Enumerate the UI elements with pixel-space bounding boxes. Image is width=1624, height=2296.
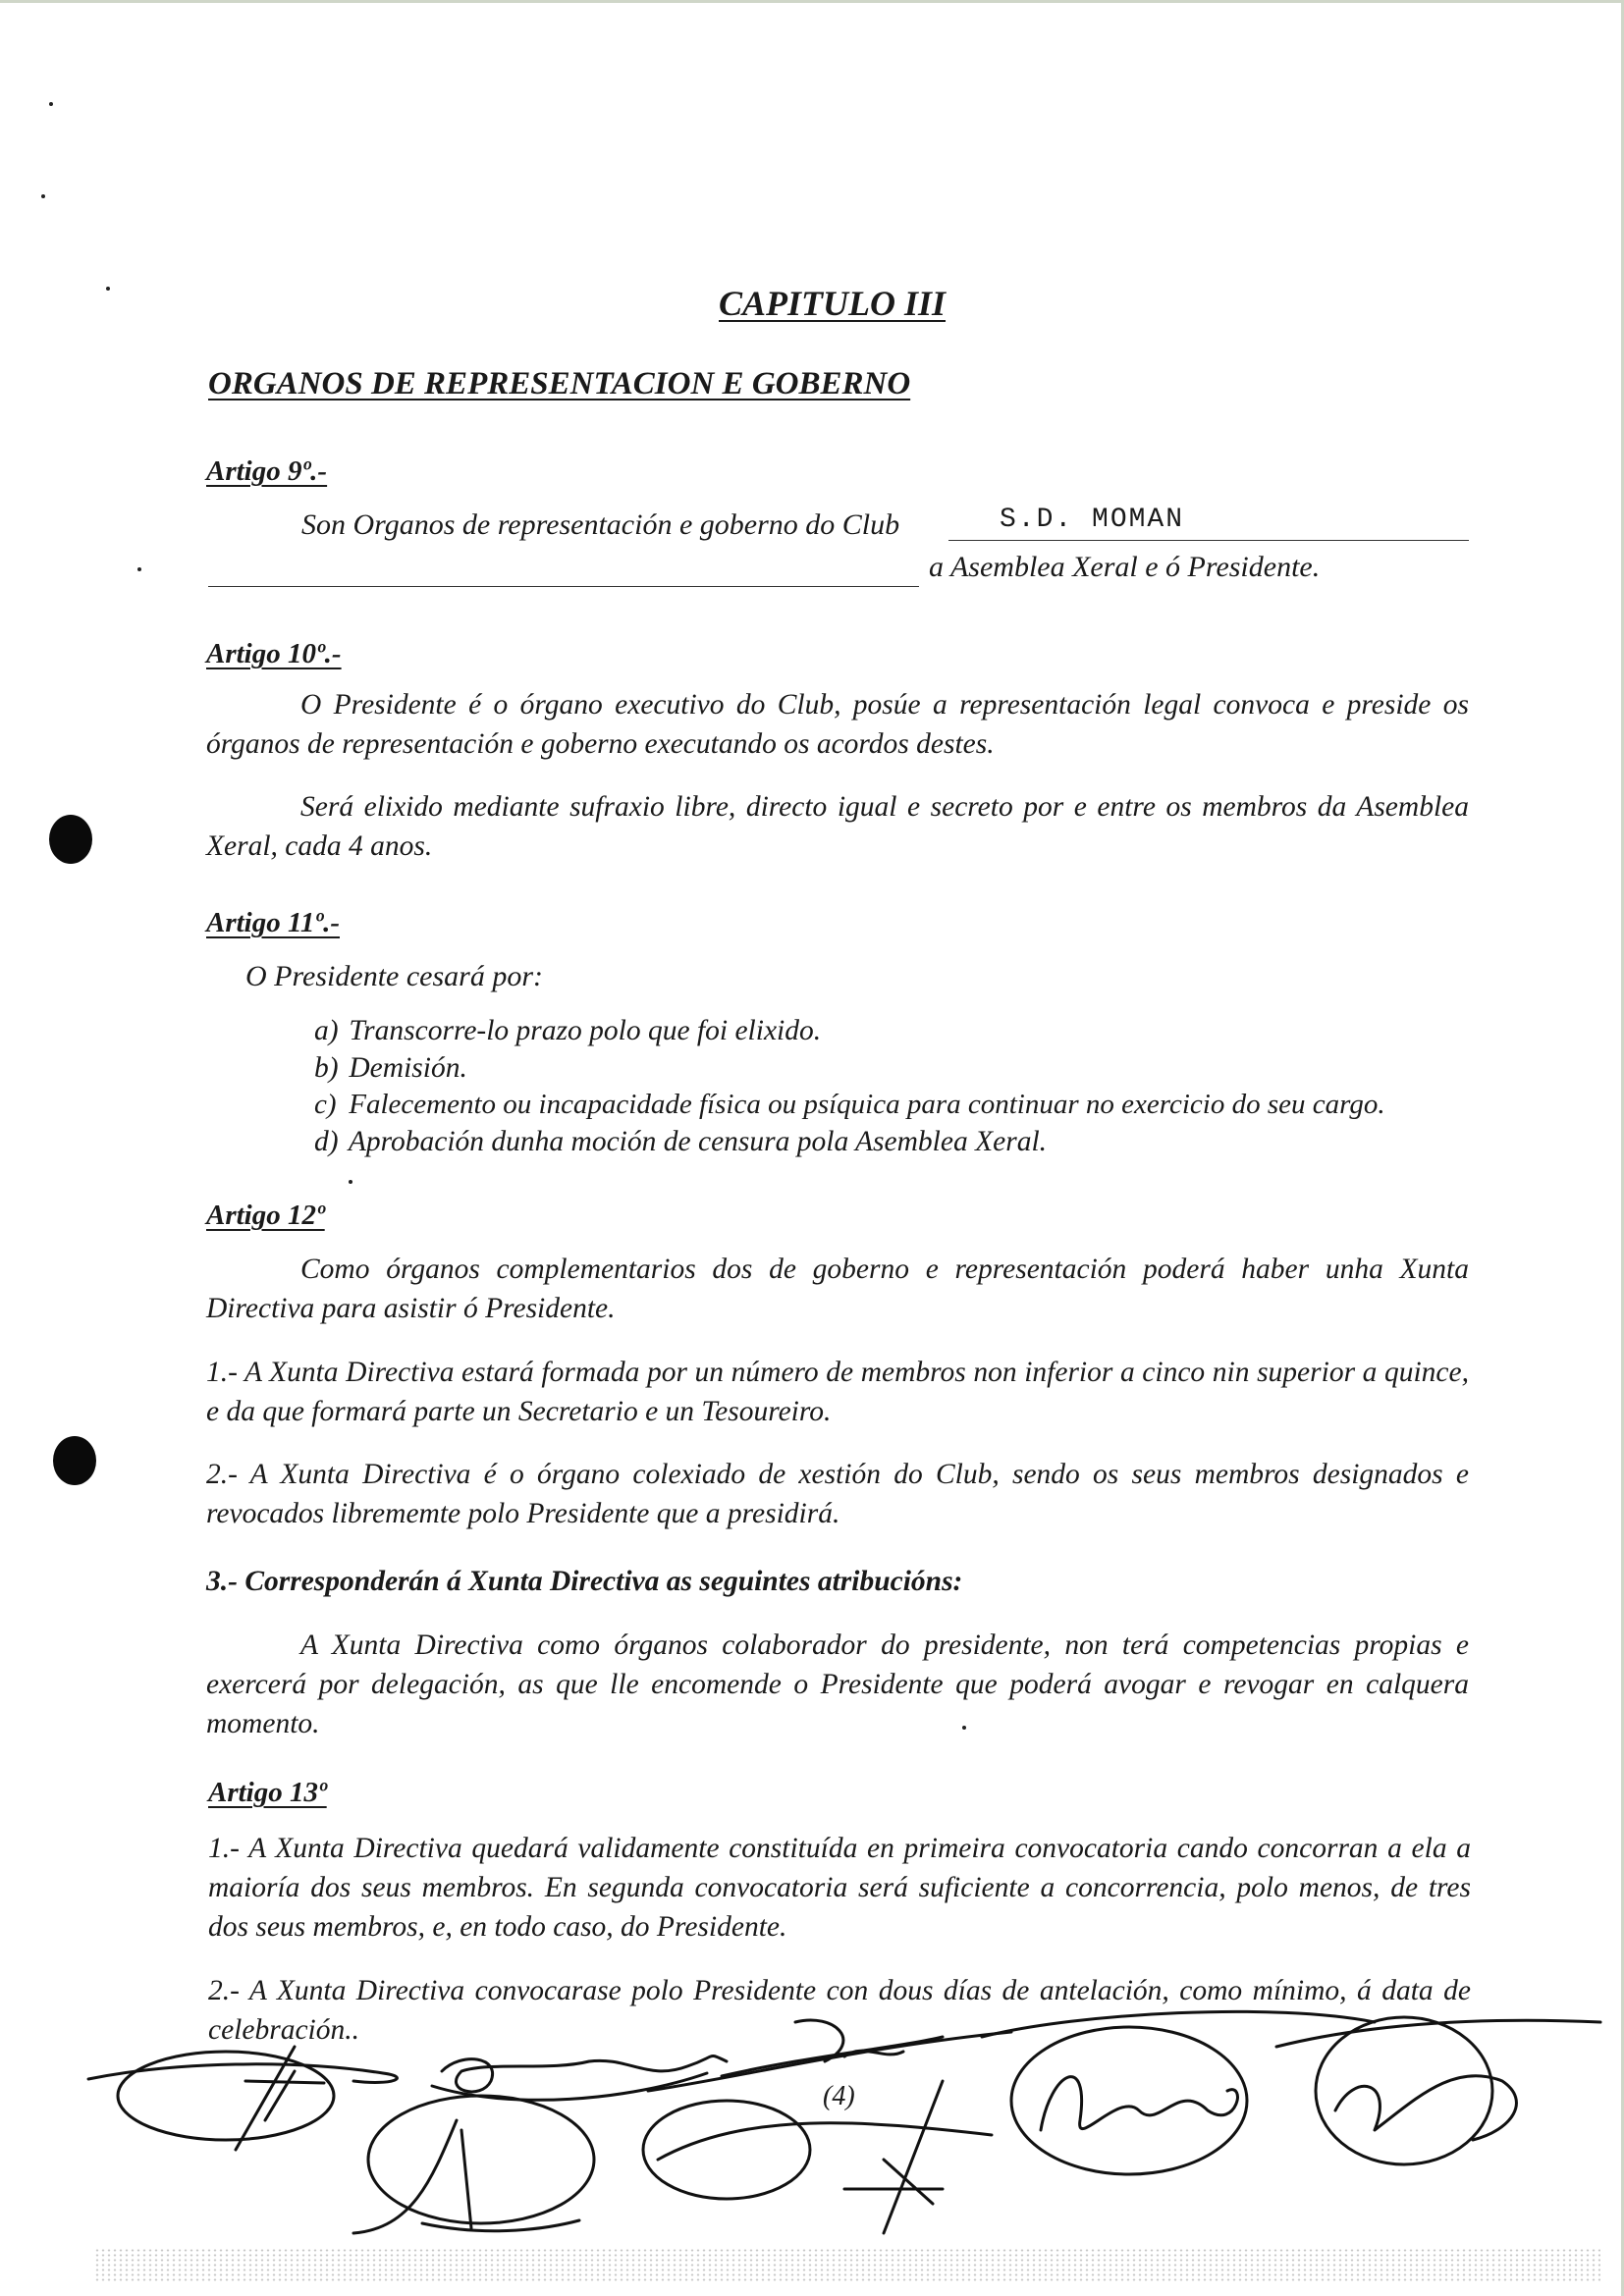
signature bbox=[88, 2047, 397, 2150]
article-9-heading: Artigo 9º.- bbox=[206, 455, 328, 487]
list-item-text: Transcorre-lo prazo polo que foi elixido. bbox=[349, 1015, 822, 1046]
list-item-text: Falecemento ou incapacidade física ou psíquica para continuar no exercicio do seu cargo. bbox=[349, 1089, 1385, 1120]
list-marker: a) bbox=[314, 1015, 339, 1046]
article-13-heading: Artigo 13º bbox=[208, 1777, 327, 1808]
article-12-paragraph-4: 3.- Corresponderán á Xunta Directiva as seguintes atribucións: bbox=[206, 1566, 963, 1597]
article-12-paragraph-5: A Xunta Directiva como órganos colaborador do presidente, non terá competencias propias e exercerá por delegación, as que lle encomende o Presidente que poderá avogar e revogar en calquera momento. bbox=[206, 1629, 1469, 1739]
list-item-text: Demisión. bbox=[349, 1052, 467, 1084]
article-12-paragraph-2: 1.- A Xunta Directiva estará formada por un número de membros non inferior a cinco nin superior a quince, e da que formará parte un Secretario e un Tesoureiro. bbox=[206, 1357, 1469, 1427]
article-9-line-1: Son Organos de representación e goberno do Club bbox=[301, 508, 900, 541]
list-marker: d) bbox=[314, 1126, 339, 1157]
chapter-title: CAPITULO III bbox=[719, 284, 947, 323]
signature bbox=[353, 2096, 594, 2233]
article-13-paragraph-1: 1.- A Xunta Directiva quedará validamente constituída en primeira convocatoria cando concorran a ela a maioría dos seus membros. En segunda convocatoria será suficiente a concorrencia, polo menos, de tres dos seus membros, e, en todo caso, do Presidente. bbox=[208, 1833, 1471, 1943]
list-marker: b) bbox=[314, 1052, 339, 1084]
list-item-text: Aprobación dunha moción de censura pola Asemblea Xeral. bbox=[348, 1126, 1048, 1157]
article-10-paragraph-2: Será elixido mediante sufraxio libre, directo igual e secreto por e entre os membros da Asemblea Xeral, cada 4 anos. bbox=[206, 791, 1469, 862]
list-marker: c) bbox=[314, 1089, 337, 1120]
article-13-paragraph-2: 2.- A Xunta Directiva convocarase polo Presidente con dous días de antelación, como mínimo, á data de celebración.. bbox=[208, 1975, 1471, 2046]
article-11-heading: Artigo 11º.- bbox=[206, 907, 340, 938]
article-10-heading: Artigo 10º.- bbox=[206, 638, 342, 669]
club-name-typed: S.D. MOMAN bbox=[1000, 505, 1185, 535]
signature bbox=[648, 2020, 1011, 2091]
article-12-paragraph-3: 2.- A Xunta Directiva é o órgano colexiado de xestión do Club, sendo os seus membros designados e revocados librememte polo Presidente que a presidirá. bbox=[206, 1459, 1469, 1529]
signature bbox=[643, 2081, 992, 2233]
signature bbox=[432, 2056, 727, 2101]
article-12-heading: Artigo 12º bbox=[206, 1200, 325, 1231]
signature bbox=[1276, 2017, 1600, 2164]
article-12-paragraph-1: Como órganos complementarios dos de goberno e representación poderá haber unha Xunta Directiva para asistir ó Presidente. bbox=[206, 1254, 1469, 1324]
page-number: (4) bbox=[823, 2081, 855, 2111]
article-9-line-2: a Asemblea Xeral e ó Presidente. bbox=[929, 551, 1321, 583]
scan-noise-strip bbox=[94, 2248, 1600, 2283]
article-11-intro: O Presidente cesará por: bbox=[245, 960, 543, 992]
section-title: ORGANOS DE REPRESENTACION E GOBERNO bbox=[208, 366, 911, 401]
article-10-paragraph-1: O Presidente é o órgano executivo do Club, posúe a representación legal convoca e preside os órganos de representación e goberno executando os acordos destes. bbox=[206, 689, 1469, 760]
